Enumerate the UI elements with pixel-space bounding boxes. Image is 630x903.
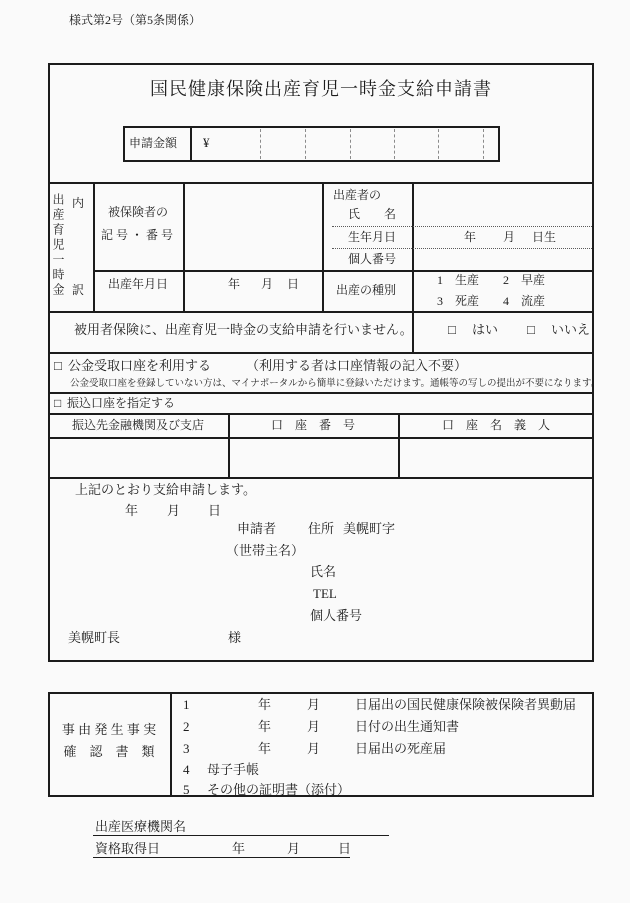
evidence-divider [170,692,172,797]
breakdown-sub-top: 内 [72,196,85,210]
qualification-month-token: 月 [287,841,301,856]
col-holder-header: 口 座 名 義 人 [441,418,550,432]
evidence-item-num: 5 [183,782,190,797]
public-account-checkbox[interactable]: □ [54,358,62,373]
evidence-month-token: 月 [307,697,321,712]
amount-digit-divider [260,129,261,159]
qualification-date-underline [93,857,350,858]
section-line [48,352,594,354]
bank-branch-field[interactable] [50,439,226,475]
section-line [48,311,594,313]
evidence-year-token: 年 [258,741,272,756]
section-line [48,392,594,394]
medical-institution-label: 出産医療機関名 [95,819,187,834]
evidence-year-token: 年 [258,697,272,712]
evidence-item-text: 母子手帳 [207,762,260,777]
amount-digit-divider [438,129,439,159]
insured-label-line1: 被保険者の [108,205,169,219]
qualification-date-label: 資格取得日 [95,841,161,856]
employee-insurance-no-checkbox[interactable]: □ [527,322,535,337]
dotted-row-divider [332,248,592,249]
employee-insurance-no-label: いいえ [551,322,591,337]
breakdown-vertical-title: 出産育児一時金 [51,193,65,298]
amount-digit-divider [483,129,484,159]
amount-label: 申請金額 [129,136,178,150]
breakdown-sub-bottom: 訳 [72,283,85,297]
mother-birth-year-token: 年 [464,230,477,244]
declaration-year-token: 年 [125,503,139,518]
amount-digit-divider [350,129,351,159]
evidence-month-token: 月 [307,719,321,734]
employee-insurance-statement: 被用者保険に、出産育児一時金の支給申請を行いません。 [74,322,413,337]
dotted-row-divider [332,226,592,227]
declaration-month-token: 月 [167,503,181,518]
birth-day-token: 日 [287,277,300,291]
evidence-item-text: 日届出の死産届 [355,741,447,756]
transfer-account-checkbox[interactable]: □ [54,396,62,410]
insured-label-line2: 記 号 ・ 番 号 [101,228,174,242]
medical-institution-field[interactable] [190,819,386,834]
honorific-label: 様 [228,630,242,645]
birth-type-label: 出産の種別 [336,283,397,297]
amount-digit-divider [394,129,395,159]
qualification-day-token: 日 [338,841,352,856]
col-number-header: 口 座 番 号 [270,418,355,432]
public-account-inline-note: （利用する者は口座情報の記入不要） [246,358,468,373]
address-value: 美幌町字 [343,521,396,536]
evidence-item-num: 4 [183,762,190,777]
evidence-item-text: 日付の出生通知書 [355,719,460,734]
mayor-label: 美幌町長 [68,630,121,645]
evidence-year-token: 年 [258,719,272,734]
applicant-sub-label: （世帯主名） [226,543,305,558]
evidence-item-num: 1 [183,697,190,712]
birth-year-token: 年 [228,277,241,291]
insured-number-field[interactable] [185,184,320,268]
amount-input-field[interactable] [215,128,497,160]
address-label: 住所 [308,521,335,536]
amount-label-divider [190,128,192,160]
name-label: 氏名 [310,564,337,579]
public-account-small-note: 公金受取口座を登録していない方は、マイナポータルから簡単に登録いただけます。通帳等の写しの提出が不要になります。 [70,379,601,389]
account-holder-field[interactable] [400,439,592,475]
mother-name-label: 氏 名 [348,207,397,221]
employee-insurance-yes-label: はい [472,322,499,337]
birth-type-options-1[interactable]: 1 生産 2 早産 [437,273,546,287]
personal-number-label: 個人番号 [310,608,363,623]
employee-insurance-yes-checkbox[interactable]: □ [448,322,456,337]
evidence-item-num: 3 [183,741,190,756]
declaration-day-token: 日 [208,503,222,518]
qualification-year-token: 年 [232,841,246,856]
table-vline [322,182,324,311]
mother-prefix: 出産者の [333,188,382,202]
account-number-field[interactable] [230,439,396,475]
evidence-header-line2: 確 認 書 類 [63,744,155,759]
medical-institution-underline [93,835,389,836]
mother-birth-day-token: 日生 [532,230,557,244]
section-line [48,477,594,479]
public-account-title: 公金受取口座を利用する [68,358,212,373]
evidence-item-num: 2 [183,719,190,734]
applicant-label: 申請者 [237,521,277,536]
evidence-item-text: 日届出の国民健康保険被保険者異動届 [355,697,577,712]
birth-type-options-2[interactable]: 3 死産 4 流産 [437,294,546,308]
table-vline [93,182,95,311]
col-bank-header: 振込先金融機関及び支店 [71,418,204,432]
transfer-account-title: 振込口座を指定する [67,396,176,410]
mother-birth-label: 生年月日 [348,230,397,244]
mother-name-field[interactable] [414,184,592,224]
table-hline [93,270,594,272]
declaration-statement: 上記のとおり支給申請します。 [75,482,256,497]
table-hline [48,413,594,415]
mother-id-field[interactable] [414,250,592,268]
tel-label: TEL [313,586,337,601]
amount-digit-divider [305,129,306,159]
form-code: 様式第2号（第5条関係） [69,13,202,27]
evidence-month-token: 月 [307,741,321,756]
yen-symbol: ¥ [203,135,210,150]
evidence-header-line1: 事 由 発 生 事 実 [61,722,157,737]
mother-id-label: 個人番号 [348,252,397,266]
form-title: 国民健康保険出産育児一時金支給申請書 [150,79,492,99]
birth-date-label: 出産年月日 [108,277,169,291]
evidence-item-text: その他の証明書（添付） [207,782,351,797]
mother-birth-month-token: 月 [503,230,516,244]
birth-month-token: 月 [261,277,274,291]
